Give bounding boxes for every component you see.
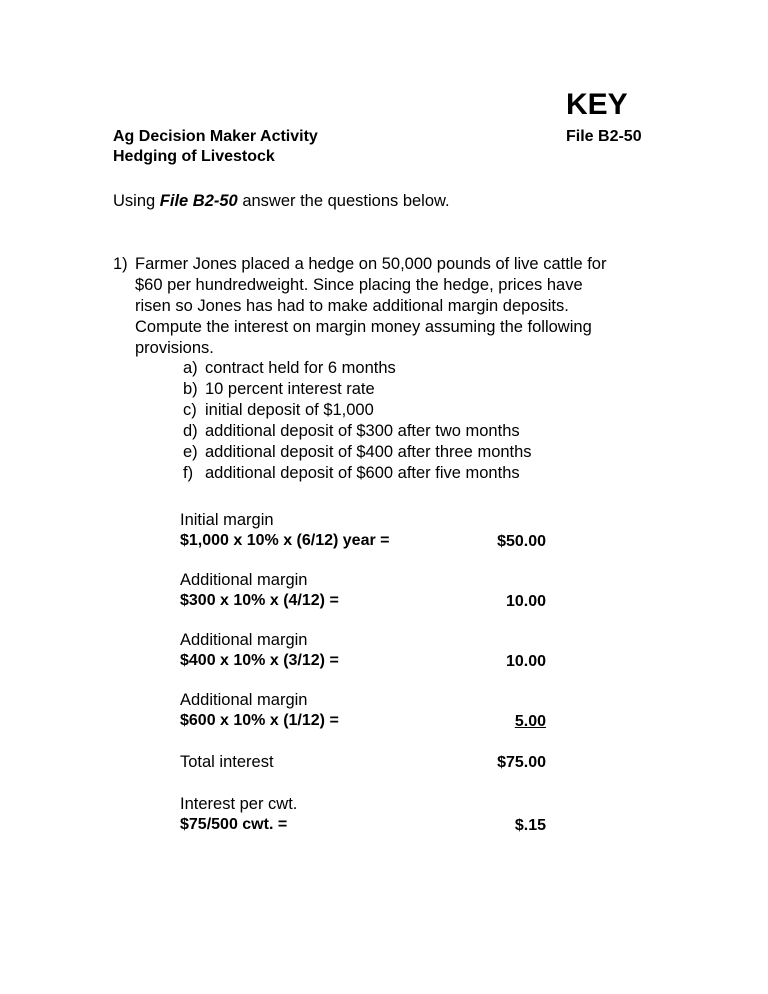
provision-text: additional deposit of $600 after five months bbox=[205, 464, 520, 482]
activity-title: Ag Decision Maker Activity bbox=[113, 128, 318, 145]
provision-text: additional deposit of $300 after two months bbox=[205, 422, 520, 440]
per-cwt-label: Interest per cwt. bbox=[180, 795, 298, 813]
calc-formula: $400 x 10% x (3/12) = bbox=[180, 652, 339, 669]
per-cwt-formula: $75/500 cwt. = bbox=[180, 816, 288, 833]
question-text bbox=[135, 254, 655, 359]
provision-letter: c) bbox=[183, 401, 197, 419]
question-line: $60 per hundredweight. Since placing the hedge, prices have bbox=[135, 276, 583, 294]
total-amount: $75.00 bbox=[497, 754, 546, 771]
question-number: 1) bbox=[113, 255, 128, 273]
intro-prefix: Using bbox=[113, 192, 160, 210]
calc-formula: $600 x 10% x (1/12) = bbox=[180, 712, 339, 729]
provision-text: 10 percent interest rate bbox=[205, 380, 375, 398]
intro-file-ref: File B2-50 bbox=[159, 192, 238, 210]
total-label: Total interest bbox=[180, 753, 274, 771]
question-line: Farmer Jones placed a hedge on 50,000 pounds of live cattle for bbox=[135, 255, 607, 273]
intro-suffix: answer the questions below. bbox=[237, 192, 450, 210]
question-line: risen so Jones has had to make additional margin deposits. bbox=[135, 297, 569, 315]
file-label: File B2-50 bbox=[566, 128, 642, 145]
calc-label: Additional margin bbox=[180, 631, 308, 649]
question-line: Compute the interest on margin money assuming the following bbox=[135, 318, 592, 336]
key-label: KEY bbox=[566, 88, 628, 121]
activity-subtitle: Hedging of Livestock bbox=[113, 148, 275, 165]
provision-text: additional deposit of $400 after three months bbox=[205, 443, 532, 461]
provision-letter: b) bbox=[183, 380, 198, 398]
provision-text: contract held for 6 months bbox=[205, 359, 396, 377]
provision-letter: d) bbox=[183, 422, 198, 440]
intro-text bbox=[113, 191, 450, 212]
calc-formula: $1,000 x 10% x (6/12) year = bbox=[180, 532, 390, 549]
calc-amount: 10.00 bbox=[505, 653, 546, 670]
calc-label: Initial margin bbox=[180, 511, 274, 529]
provision-letter: e) bbox=[183, 443, 198, 461]
provision-text: initial deposit of $1,000 bbox=[205, 401, 374, 419]
provision-letter: f) bbox=[183, 464, 194, 482]
calc-amount: $50.00 bbox=[497, 533, 546, 550]
calc-amount: 10.00 bbox=[505, 593, 546, 610]
question-line: provisions. bbox=[135, 339, 214, 357]
calc-label: Additional margin bbox=[180, 691, 308, 709]
calc-formula: $300 x 10% x (4/12) = bbox=[180, 592, 339, 609]
per-cwt-amount: $.15 bbox=[514, 817, 546, 834]
provision-letter: a) bbox=[183, 359, 198, 377]
calc-label: Additional margin bbox=[180, 571, 308, 589]
calc-amount: 5.00 bbox=[514, 713, 546, 730]
